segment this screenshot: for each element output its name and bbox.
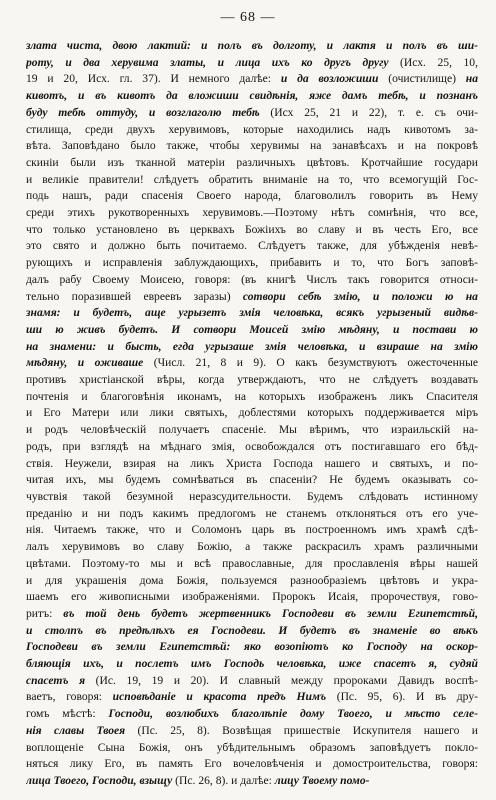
text-run: родъ, при взглядѣ на мѣднаго змія, освобождался отъ постигавшаго его бѣд- [26,439,478,453]
text-run: это свято и должно быть почитаемо. Слѣдуетъ также, для убѣжденія невѣ- [26,239,478,253]
text-run: чувствія такой безумной неразсудительности. Будемъ слѣдовать истинному [26,489,478,503]
text-line [26,773,478,790]
text-run: читая ихъ, мы будемъ сомнѣваться въ спасеніи? Не будемъ оказывать со- [26,473,478,487]
text-run: цвѣтами. Поэтому-то мы и всѣ православные, для прославленія вѣры нашей [26,556,478,570]
text-line [26,272,478,289]
text-line [26,573,478,590]
text-run: скиніи были изъ тканной матеріи различныхъ цвѣтовъ. Кротчайшие государи [26,155,478,169]
text-line [26,38,478,55]
italic-text-run: сотвори себѣ змію, и положи ю на [242,289,478,303]
text-line [26,639,478,656]
text-line [26,305,478,322]
text-run: (Числ. 21, 8 и 9). О какъ безумствуютъ ожесточенные [143,356,478,370]
text-line [26,656,478,673]
text-line [26,606,478,623]
italic-text-run: Господи, возлюбихъ благолѣпіе дому Твоего, и мѣсто селе- [108,707,478,721]
text-line [26,255,478,272]
text-run: преданію и ни подъ какимъ предлогомъ не станемъ отклоняться отъ его уче- [26,506,478,520]
body-text [26,38,478,790]
text-line [26,439,478,456]
text-run: рующихъ и исправленія заблуждающихъ, прибавить и то, что Богъ заповѣ- [26,256,478,270]
text-run: и великіе правители! слѣдуетъ обратить вниманіе на то, что всемогущій Гос- [26,172,478,186]
italic-text-run: кивотъ, и въ кивотъ да вложиши свидѣнія, яже дамъ тебѣ, и познанъ [26,89,478,103]
page-number: — 68 — [220,10,276,25]
text-run: вѣта. Заповѣдано было также, чтобы херувимы на занавѣсахъ и на покровѣ [26,139,478,153]
text-run: далъ рабу Своему Моисею, говоря: (въ книгѣ Числъ такъ говорится относи- [26,272,478,286]
italic-text-run: бляющія ихъ, и послетъ имъ Господь человѣка, иже спасетъ я, судяй [26,657,478,671]
text-run: лалъ херувимовъ во славу Божію, а также раскрасилъ храмъ различными [26,540,478,554]
text-line [26,756,478,773]
text-run: среди этихъ рукотворенныхъ херувимовъ.—Поэтому нѣтъ сомнѣнія, что все, [26,206,478,220]
text-run: шаемъ его живописными изображеніями. Пророкъ Исаія, пророчествуя, гово- [26,590,478,604]
text-run: противъ христіанской вѣры, когда утверждаютъ, что не слѣдуетъ воздавать [26,373,478,387]
text-line [26,355,478,372]
text-run: ритъ: [26,606,64,620]
text-line [26,405,478,422]
text-line [26,238,478,255]
text-line [26,506,478,523]
text-line [26,623,478,640]
text-line [26,105,478,122]
text-line [26,289,478,306]
text-line [26,155,478,172]
text-run: (Ис. 19, 19 и 20). И славный между пророками Давидъ воспѣ- [85,673,478,687]
text-run: (Исх 25, 21 и 22), т. е. съ очи- [259,105,478,119]
text-run: что только установлено въ церквахъ Божіихъ во славу и въ честь Его, все [26,222,478,236]
text-line [26,472,478,489]
text-line [26,138,478,155]
text-run: (Пс. 25, 8). Возвѣщая пришествіе Искупителя нашего и [125,723,478,737]
text-run: и для украшенія дома Божія, пользуемся разнообразіемъ цвѣтовъ и укра- [26,573,478,587]
text-line [26,205,478,222]
italic-text-run: нія славы Твоея [26,723,126,737]
text-run: няться лику Его, въ память Его вочеловѣченія и домостроительства, говоря: [26,757,478,771]
text-line [26,489,478,506]
text-line [26,706,478,723]
text-line [26,372,478,389]
text-run: (Пс. 95, 6). И въ дру- [326,690,478,704]
text-run: (Исх. 25, 10, [388,55,478,69]
text-run: ваетъ, говоря: [26,690,113,704]
italic-text-run: роту, и два херувима златы, и лица ихъ ко другъ другу [26,55,389,69]
text-run: подь нашъ, ради спасенія Своего народа, благоволилъ говорить въ Нему [26,189,478,203]
italic-text-run: буду тебѣ оттуду, и возглаголю тебѣ [26,105,260,119]
italic-text-run: и столпъ въ предѣлѣхъ ея Господеви. И будетъ въ знаменіе во вѣкъ [26,623,478,637]
italic-text-run: Господеви въ земли Египетстѣй: яко возопіютъ ко Господу на оскор- [26,640,478,654]
text-line [26,55,478,72]
text-run: 19 и 20, Исх. гл. 37). И немного далѣе: [26,72,281,86]
italic-text-run: лица Твоего, Господи, взыщу [26,773,173,787]
text-run: и родъ человѣческій получаетъ спасеніе. Мы вѣримъ, что израильскій на- [26,423,478,437]
italic-text-run: исповѣданіе и красота предъ Нимъ [112,690,327,704]
italic-text-run: на знамени: и бысть, егда угрызаше змія человѣка, и взираше на змію [26,339,478,353]
text-run: почтенія и благоговѣнія иконамъ, на которыхъ изображенъ ликъ Спасителя [26,389,478,403]
italic-text-run: лицу Твоему помо- [274,773,370,787]
text-line [26,122,478,139]
text-run: воплощеніе Сына Божія, онъ убѣдительнымъ образомъ заповѣдуетъ покло- [26,740,478,754]
italic-text-run: въ той день будетъ жертвенникъ Господеви въ земли Египетстѣй, [63,606,478,620]
text-line [26,88,478,105]
text-line [26,556,478,573]
italic-text-run: спасетъ я [26,673,86,687]
text-run: нія. Читаемъ также, что и Соломонъ царь въ построенномъ имъ храмѣ сдѣ- [26,523,478,537]
italic-text-run: и да возложиши [280,72,379,86]
text-line [26,71,478,88]
text-line [26,322,478,339]
text-line [26,172,478,189]
text-line [26,389,478,406]
text-line [26,522,478,539]
text-line [26,673,478,690]
text-line [26,723,478,740]
text-run: и Его Матери или лики святыхъ, доблестями которыхъ поддерживается міръ [26,406,478,420]
text-run: стилища, среди двухъ херувимовъ, которые находились надъ кивотомъ за- [26,122,478,136]
italic-text-run: ши ю живъ будетъ. И сотвори Моисей змію мѣдяну, и постави ю [26,322,478,336]
text-run: тельно поразившей евреевъ заразы) [26,289,243,303]
text-run: (Пс. 26, 8). и далѣе: [172,773,275,787]
italic-text-run: мѣдяну, и оживаше [26,356,144,370]
text-line [26,422,478,439]
text-line [26,456,478,473]
italic-text-run: знамя: и будетъ, аще угрызетъ змія человѣка, всякъ угрызеный видѣв- [26,306,478,320]
text-line [26,222,478,239]
text-line [26,740,478,757]
italic-text-run: злата чиста, двою лактий: и полъ въ долготу, и лактя и полъ въ ши- [26,39,478,52]
text-line [26,689,478,706]
text-line [26,589,478,606]
text-line [26,539,478,556]
text-run: (очистилище) [378,72,466,86]
text-run: гомъ мѣстѣ: [26,707,109,721]
italic-text-run: на [465,72,478,86]
text-line [26,188,478,205]
text-line [26,339,478,356]
text-run: ствія. Неужели, взирая на ликъ Христа Господа нашего и святыхъ, и по- [26,456,478,470]
